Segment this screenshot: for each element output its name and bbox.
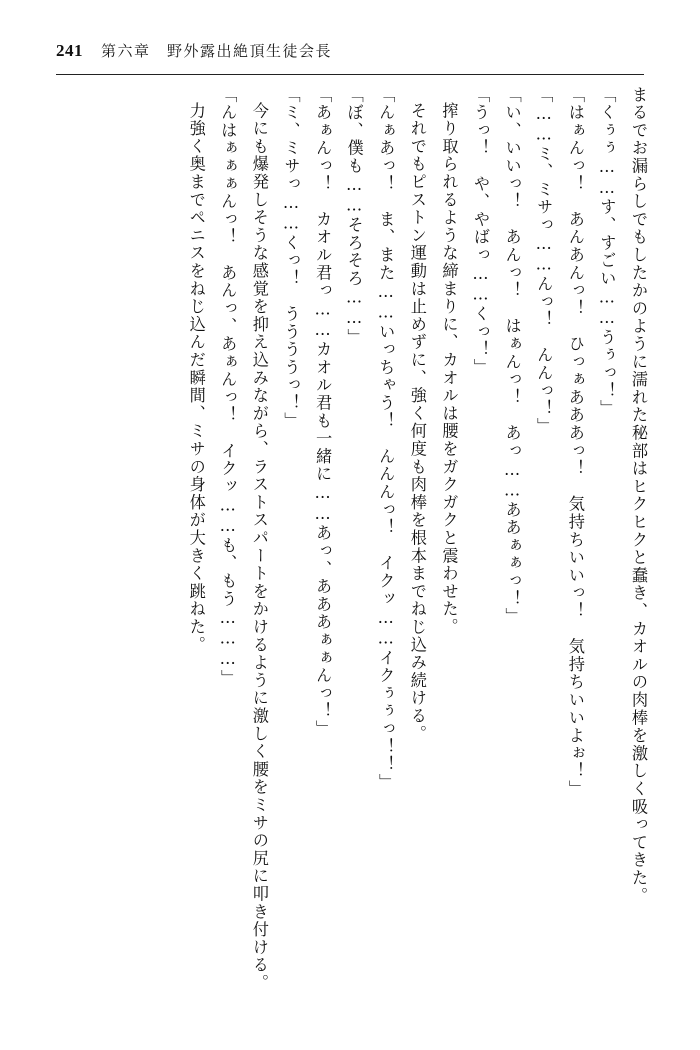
header-divider (56, 74, 644, 75)
chapter-running-head: 第六章 野外露出絶頂生徒会長 (101, 42, 333, 60)
paragraph: 「んぁあっ！ ま、また……いっちゃう！ んんんっ！ イクッ……イクぅぅっ！！」 (376, 86, 396, 792)
body-text (46, 86, 654, 1014)
paragraph: 「ミ、ミサっ……くっ！ ううううっ！」 (281, 86, 301, 430)
page-number: 241 (56, 41, 83, 60)
paragraph: 「……ミ、ミサっ……んっ！ んんっ！」 (534, 86, 554, 436)
paragraph: 「んはぁぁぁんっ！ あんっ、あぁんっ！ イクッ……も、もう………」 (218, 86, 238, 688)
paragraph: 「ぼ、僕も……そろそろ……」 (344, 86, 364, 347)
paragraph: 「はぁんっ！ あんあんっ！ ひっぁあああっ！ 気持ちいいっ！ 気持ちいいよぉ！」 (565, 86, 585, 798)
paragraph: 「い、いいっ！ あんっ！ はぁんっ！ あっ……ああぁぁっ！」 (502, 86, 522, 626)
paragraph: 「くぅぅ……す、すごい……うぅっ！」 (597, 86, 617, 418)
paragraph: まるでお漏らしでもしたかのように濡れた秘部はヒクヒクと蠢き、カオルの肉棒を激しく吸ってきた。 (629, 86, 648, 905)
paragraph: それでもピストン運動は止めずに、強く何度も肉棒を根本までねじ込み続ける。 (407, 102, 427, 743)
paragraph: 「うっ！ や、やばっ……くっ！」 (471, 86, 491, 377)
paragraph: 搾り取られるような締まりに、カオルは腰をガクガクと震わせた。 (439, 102, 459, 637)
paragraph: 今にも爆発しそうな感覚を抑え込みながら、ラストスパートをかけるように激しく腰をミサの尻に叩き付ける。 (249, 102, 269, 993)
paragraph: 力強く奥までペニスをねじ込んだ瞬間、ミサの身体が大きく跳ねた。 (186, 102, 206, 654)
page-header (56, 40, 644, 66)
paragraph: 「あぁんっ！ カオル君っ……カオル君も一緒に……あっ、あああぁぁんっ！」 (313, 86, 333, 738)
